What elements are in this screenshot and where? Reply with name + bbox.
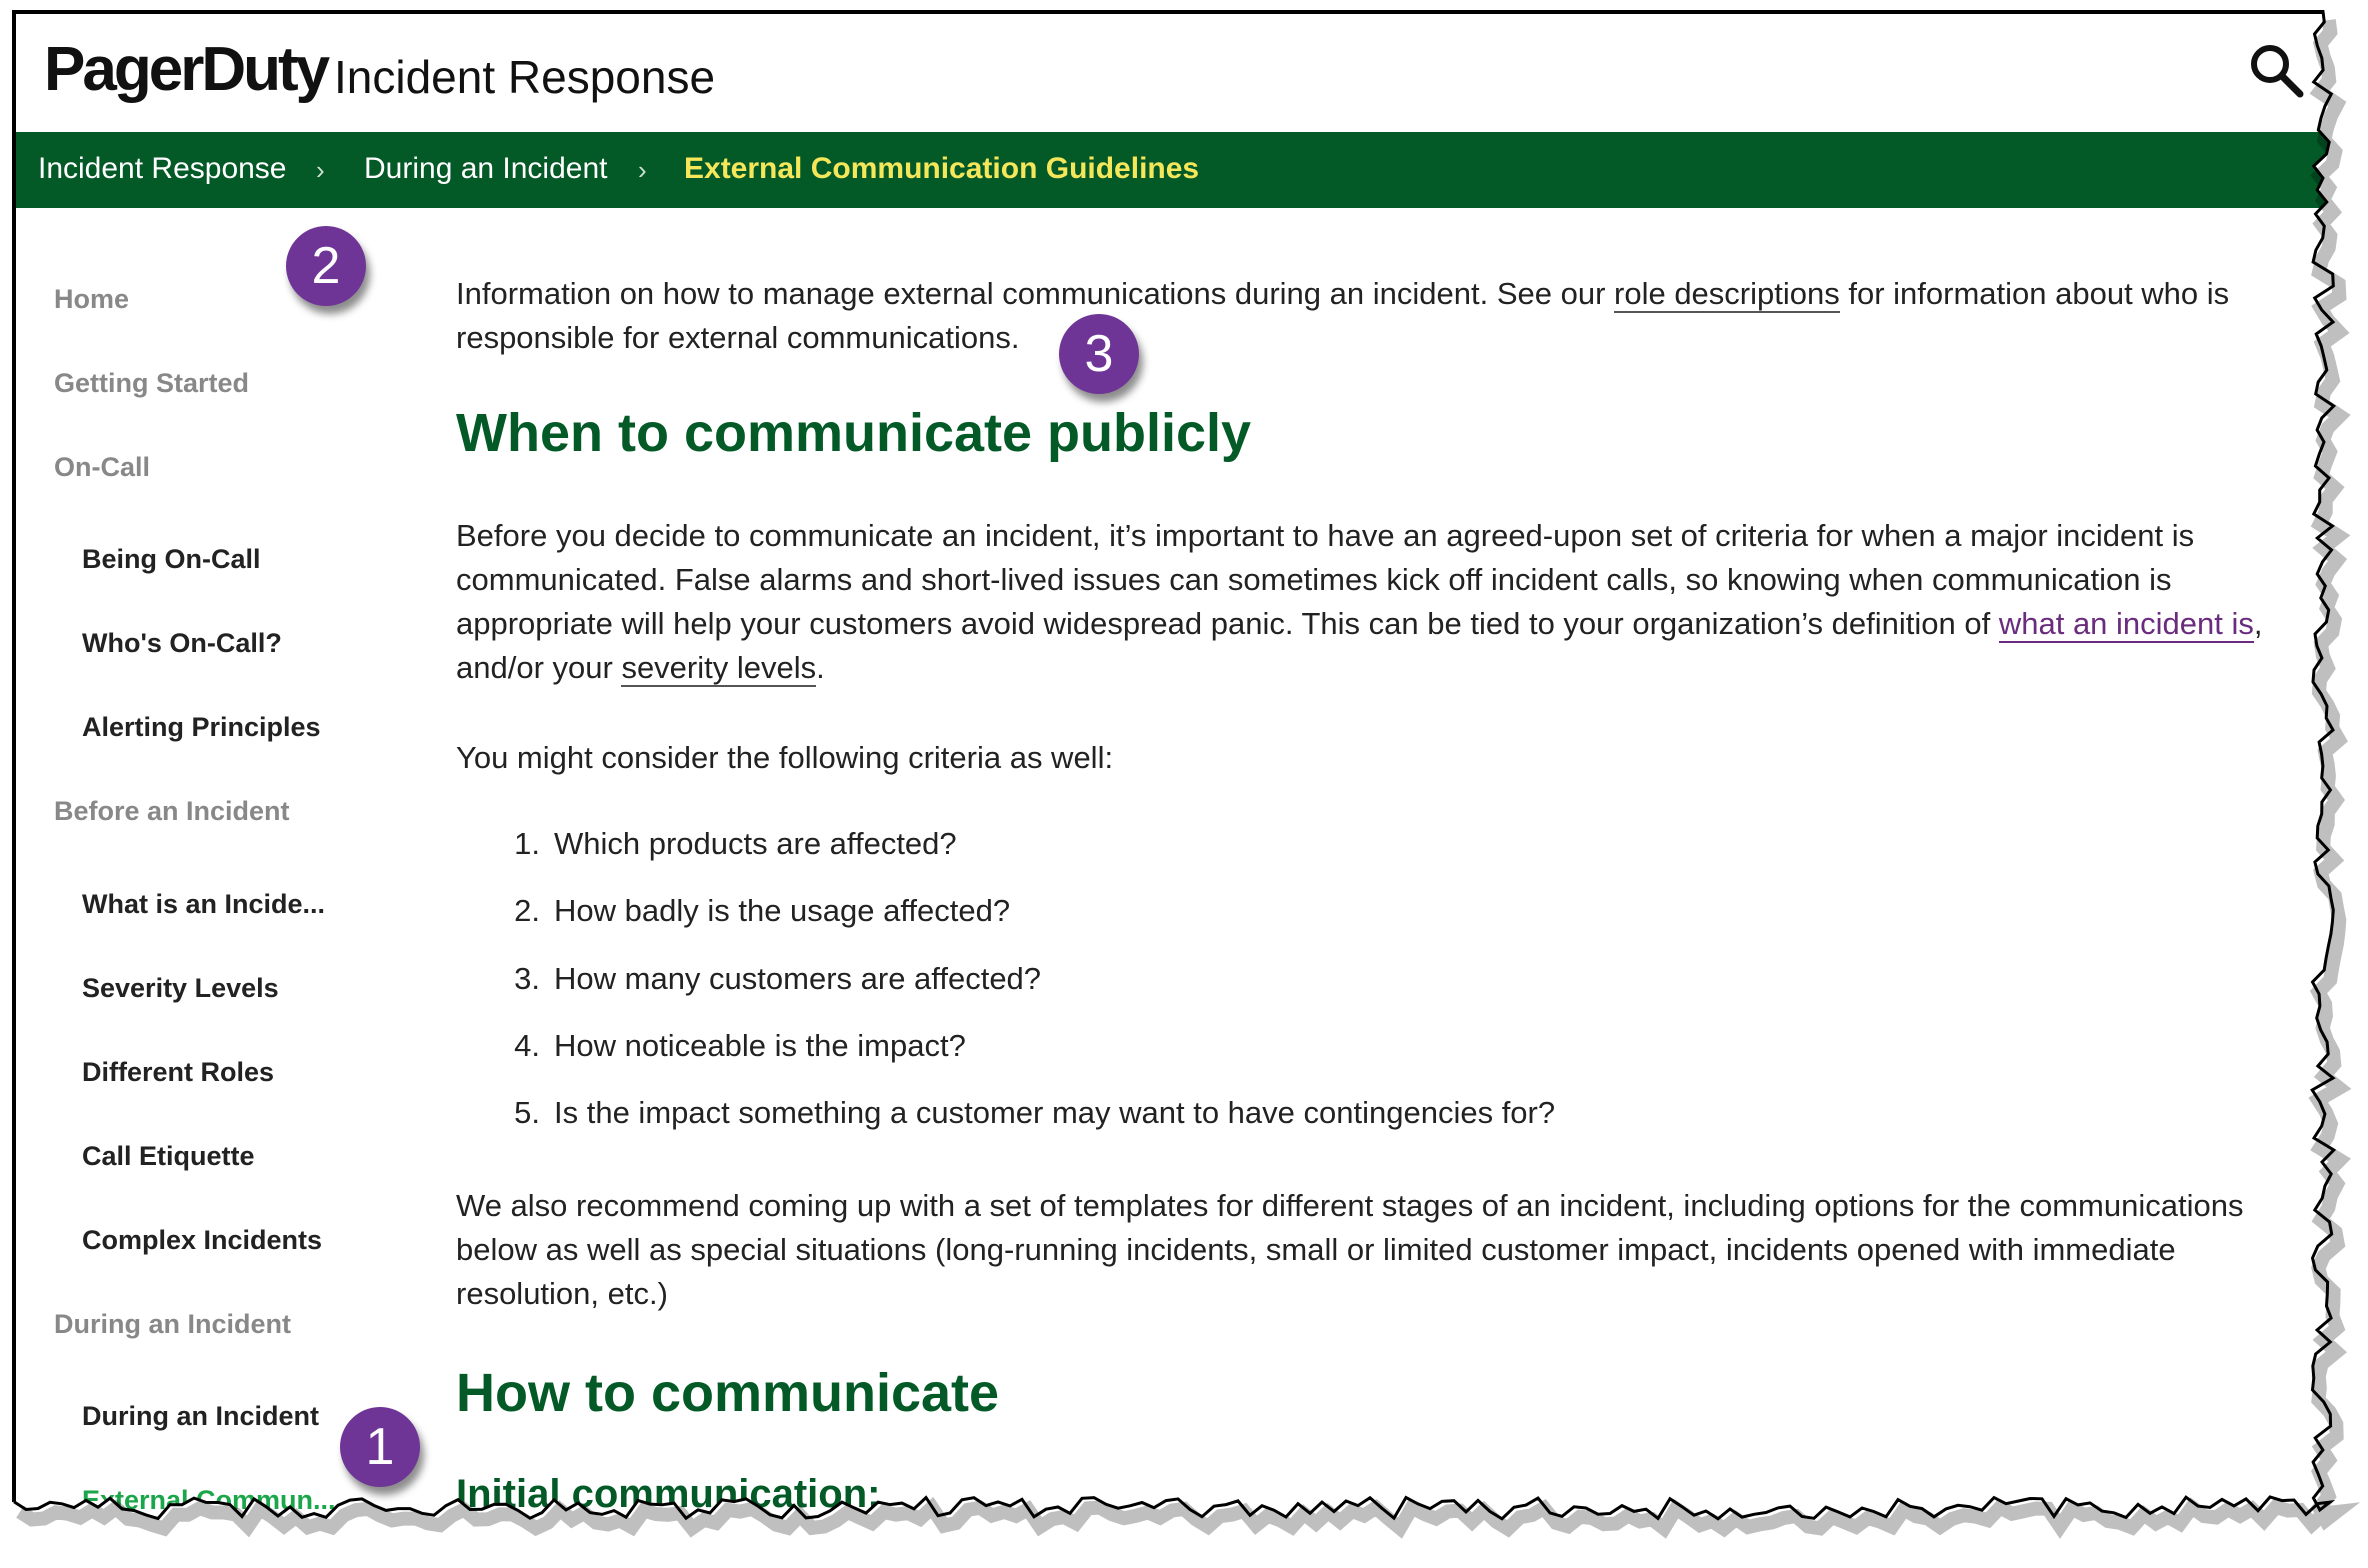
sidebar-item[interactable]: Who's On-Call?: [82, 628, 282, 658]
breadcrumb-separator-icon: ›: [638, 155, 647, 185]
list-number: 3.: [514, 961, 540, 996]
list-number: 1.: [514, 826, 540, 861]
callout-badge-1: 1: [340, 1407, 420, 1487]
callout-badge-2: 2: [286, 226, 366, 306]
paragraph-text: .: [816, 650, 825, 685]
sidebar-item[interactable]: Severity Levels: [82, 973, 279, 1003]
list-text: Which products are affected?: [554, 826, 957, 861]
sidebar-item[interactable]: Call Etiquette: [82, 1141, 255, 1171]
paragraph-consider: You might consider the following criteria as well:: [456, 740, 1114, 775]
sidebar-item[interactable]: Complex Incidents: [82, 1225, 323, 1255]
breadcrumb-incident-response[interactable]: Incident Response: [38, 152, 287, 185]
sidebar-item[interactable]: External Commun...: [82, 1485, 336, 1515]
sidebar-item[interactable]: Home: [54, 284, 130, 314]
list-text: How many customers are affected?: [554, 961, 1042, 996]
breadcrumb-current: External Communication Guidelines: [684, 152, 1200, 185]
severity-levels-link[interactable]: severity levels: [621, 650, 817, 685]
breadcrumb-separator-icon: ›: [316, 155, 325, 185]
list-text: How noticeable is the impact?: [554, 1028, 966, 1063]
paragraph-templates: We also recommend coming up with a set of templates for different stages of an incident, including options for the communications below as well as special situations (long-running incidents, small or limited customer impact, incidents opened with immediate resolution, etc.): [456, 1188, 2244, 1311]
site-title[interactable]: Incident Response: [334, 51, 716, 103]
intro-text: Information on how to manage external communications during an incident. See our: [456, 276, 1615, 311]
heading-initial-communication: Initial communication:: [456, 1472, 881, 1516]
sidebar-item[interactable]: Before an Incident: [54, 796, 290, 826]
list-number: 4.: [514, 1028, 540, 1063]
heading-how-to-communicate: How to communicate: [456, 1363, 1000, 1423]
list-text: Is the impact something a customer may want to have contingencies for?: [554, 1095, 1556, 1130]
sidebar-item[interactable]: What is an Incide...: [82, 889, 326, 919]
list-number: 5.: [514, 1095, 540, 1130]
sidebar-item[interactable]: During an Incident: [82, 1401, 320, 1431]
paragraph-text: Before you decide to communicate an incident, it’s important to have an agreed-upon set of criteria for when a major incident is communicated. False alarms and short-lived issues can sometimes kick off incident calls, so knowing when communication is appropriate will help your customers avoid widespread panic. This can be tied to your organization’s definition of: [456, 518, 2195, 641]
sidebar-item[interactable]: On-Call: [54, 452, 151, 482]
intro-text: for information about who is responsible for external communications.: [456, 276, 2230, 355]
sidebar-item[interactable]: Different Roles: [82, 1057, 275, 1087]
sidebar-item[interactable]: Being On-Call: [82, 544, 261, 574]
torn-edge-shadow: [20, 20, 2340, 1529]
what-an-incident-is-link[interactable]: what an incident is: [1998, 606, 2254, 641]
list-text: How badly is the usage affected?: [554, 893, 1011, 928]
heading-when-to-communicate: When to communicate publicly: [456, 403, 1252, 463]
paragraph-text: , and/or your: [456, 606, 2263, 685]
list-number: 2.: [514, 893, 540, 928]
sidebar-item[interactable]: Alerting Principles: [82, 712, 321, 742]
sidebar-item[interactable]: During an Incident: [54, 1309, 292, 1339]
sidebar-item[interactable]: Getting Started: [54, 368, 250, 398]
callout-badge-3: 3: [1059, 314, 1139, 394]
role-descriptions-link[interactable]: role descriptions: [1614, 276, 1840, 311]
torn-edge-line: [14, 10, 2334, 1519]
pagerduty-logo[interactable]: PagerDuty: [44, 35, 328, 104]
breadcrumb-during-an-incident[interactable]: During an Incident: [364, 152, 608, 185]
